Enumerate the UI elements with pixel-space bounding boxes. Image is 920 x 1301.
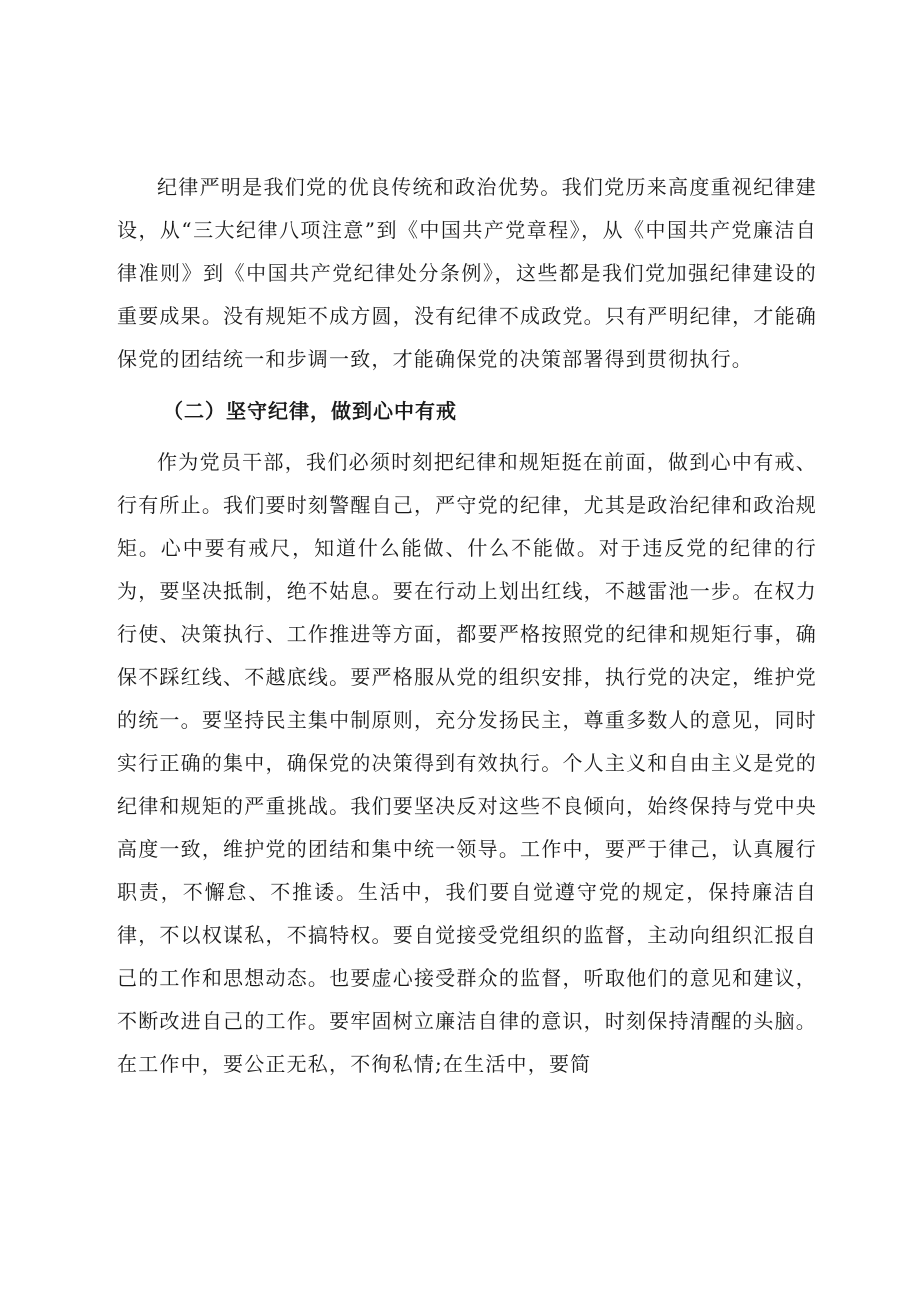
paragraph-keep-discipline: 作为党员干部，我们必须时刻把纪律和规矩挺在前面，做到心中有戒、行有所止。我们要时刻警醒自己，严守党的纪律，尤其是政治纪律和政治规矩。心中要有戒尺，知道什么能做、什么不能做。对于违反党的纪律的行为，要坚决抵制，绝不姑息。要在行动上划出红线，不越雷池一步。在权力行使、决策执行、工作推进等方面，都要严格按照党的纪律和规矩行事，确保不踩红线、不越底线。要严格服从党的组织安排，执行党的决定，维护党的统一。要坚持民主集中制原则，充分发扬民主，尊重多数人的意见，同时实行正确的集中，确保党的决策得到有效执行。个人主义和自由主义是党的纪律和规矩的严重挑战。我们要坚决反对这些不良倾向，始终保持与党中央高度一致，维护党的团结和集中统一领导。工作中，要严于律己，认真履行职责，不懈怠、不推诿。生活中，我们要自觉遵守党的规定，保持廉洁自律，不以权谋私，不搞特权。要自觉接受党组织的监督，主动向组织汇报自己的工作和思想动态。也要虚心接受群众的监督，听取他们的意见和建议，不断改进自己的工作。要牢固树立廉洁自律的意识，时刻保持清醒的头脑。在工作中，要公正无私，不徇私情;在生活中，要简 [117, 450, 817, 1076]
paragraph-discipline-tradition: 纪律严明是我们党的优良传统和政治优势。我们党历来高度重视纪律建设，从“三大纪律八项注意”到《中国共产党章程》，从《中国共产党廉洁自律准则》到《中国共产党纪律处分条例》，这些都是我们党加强纪律建设的重要成果。没有规矩不成方圆，没有纪律不成政党。只有严明纪律，才能确保党的团结统一和步调一致，才能确保党的决策部署得到贯彻执行。 [117, 175, 817, 371]
document-body [117, 166, 817, 1086]
section-heading: （二）坚守纪律，做到心中有戒 [163, 399, 457, 423]
